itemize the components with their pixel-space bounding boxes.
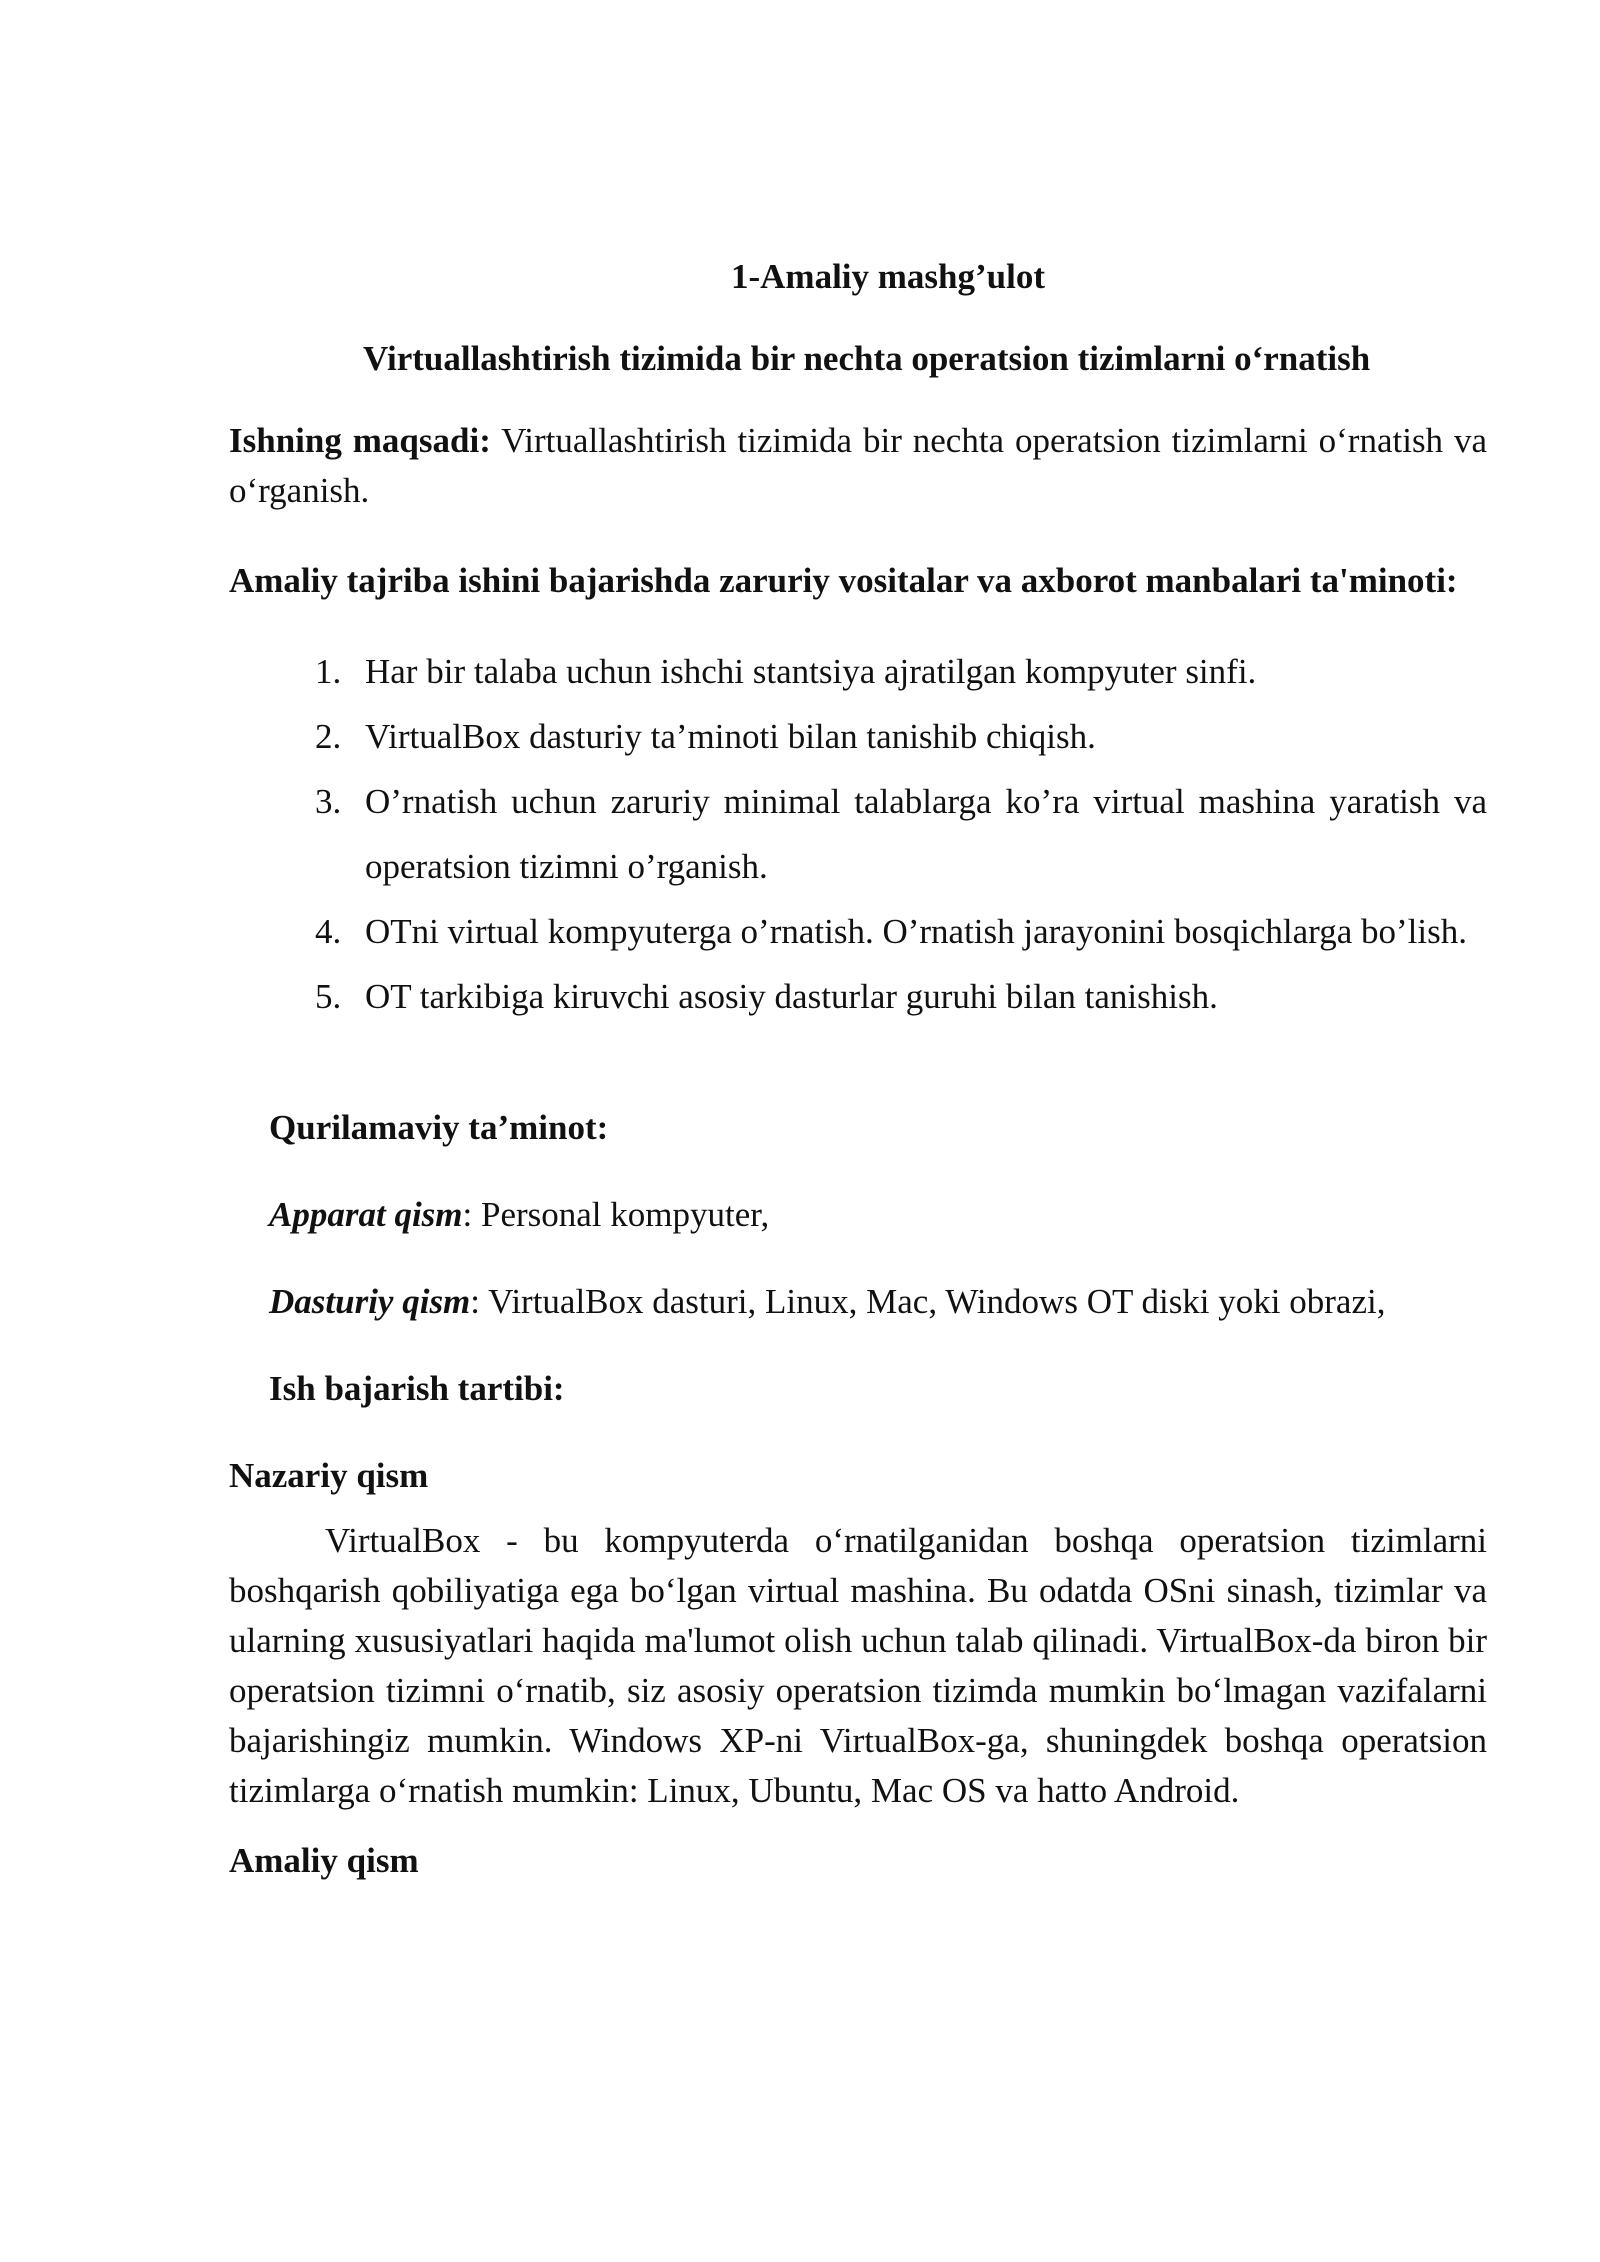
list-item-number: 5. <box>315 977 342 1016</box>
theory-heading: Nazariy qism <box>229 1456 429 1495</box>
tasks-list <box>229 639 1487 1029</box>
list-item-text: OT tarkibiga kiruvchi asosiy dasturlar guruhi bilan tanishish. <box>365 977 1218 1016</box>
apparat-line <box>269 1182 1487 1247</box>
list-item <box>229 964 1487 1029</box>
list-item-number: 2. <box>315 717 342 756</box>
dasturiy-label: Dasturiy qism <box>269 1282 471 1321</box>
list-item-number: 4. <box>315 912 342 951</box>
list-item-text: O’rnatish uchun zaruriy minimal talablarga ko’ra virtual mashina yaratish va operatsion tizimni o’rganish. <box>365 782 1487 886</box>
page-subtitle: Virtuallashtirish tizimida bir nechta operatsion tizimlarni oʻrnatish <box>363 339 1371 378</box>
theory-paragraph: VirtualBox - bu kompyuterda oʻrnatilganidan boshqa operatsion tizimlarni boshqarish qobiliyatiga ega boʻlgan virtual mashina. Bu odatda OSni sinash, tizimlar va ularning xususiyatlari haqida ma'lumot olish uchun talab qilinadi. VirtualBox-da biron bir operatsion tizimni oʻrnatib, siz asosiy operatsion tizimda mumkin boʻlmagan vazifalarni bajarishingiz mumkin. Windows XP-ni VirtualBox-ga, shuningdek boshqa operatsion tizimlarga oʻrnatish mumkin: Linux, Ubuntu, Mac OS va hatto Android. <box>229 1521 1487 1810</box>
list-item-number: 3. <box>315 782 342 821</box>
list-item-number: 1. <box>315 652 342 691</box>
list-item-text: Har bir talaba uchun ishchi stantsiya ajratilgan kompyuter sinfi. <box>365 652 1257 691</box>
steps-heading: Ish bajarish tartibi: <box>269 1369 565 1408</box>
apparat-text: : Personal kompyuter, <box>462 1195 770 1234</box>
apparat-label: Apparat qism <box>269 1195 463 1234</box>
page-title: 1-Amaliy mashg’ulot <box>730 257 1046 296</box>
hardware-section <box>269 1095 1487 1421</box>
practice-heading: Amaliy qism <box>229 1841 419 1880</box>
list-item <box>229 639 1487 704</box>
list-item-text: OTni virtual kompyuterga o’rnatish. O’rnatish jarayonini bosqichlarga bo’lish. <box>365 912 1467 951</box>
dasturiy-text: : VirtualBox dasturi, Linux, Mac, Windows OT diski yoki obrazi, <box>470 1282 1386 1321</box>
requirements-heading: Amaliy tajriba ishini bajarishda zaruriy vositalar va axborot manbalari ta'minoti: <box>229 561 1458 600</box>
dasturiy-line <box>269 1269 1487 1334</box>
list-item-text: VirtualBox dasturiy ta’minoti bilan tanishib chiqish. <box>365 717 1096 756</box>
hardware-heading: Qurilamaviy ta’minot: <box>269 1108 609 1147</box>
list-item <box>229 769 1487 899</box>
list-item <box>229 899 1487 964</box>
goal-label: Ishning maqsadi: <box>229 421 491 460</box>
document-body <box>229 252 1487 1893</box>
goal-paragraph <box>229 416 1487 516</box>
list-item <box>229 704 1487 769</box>
goal-text: Virtuallashtirish tizimida bir nechta operatsion tizimlarni oʻrnatish va oʻrganish. <box>229 421 1487 510</box>
